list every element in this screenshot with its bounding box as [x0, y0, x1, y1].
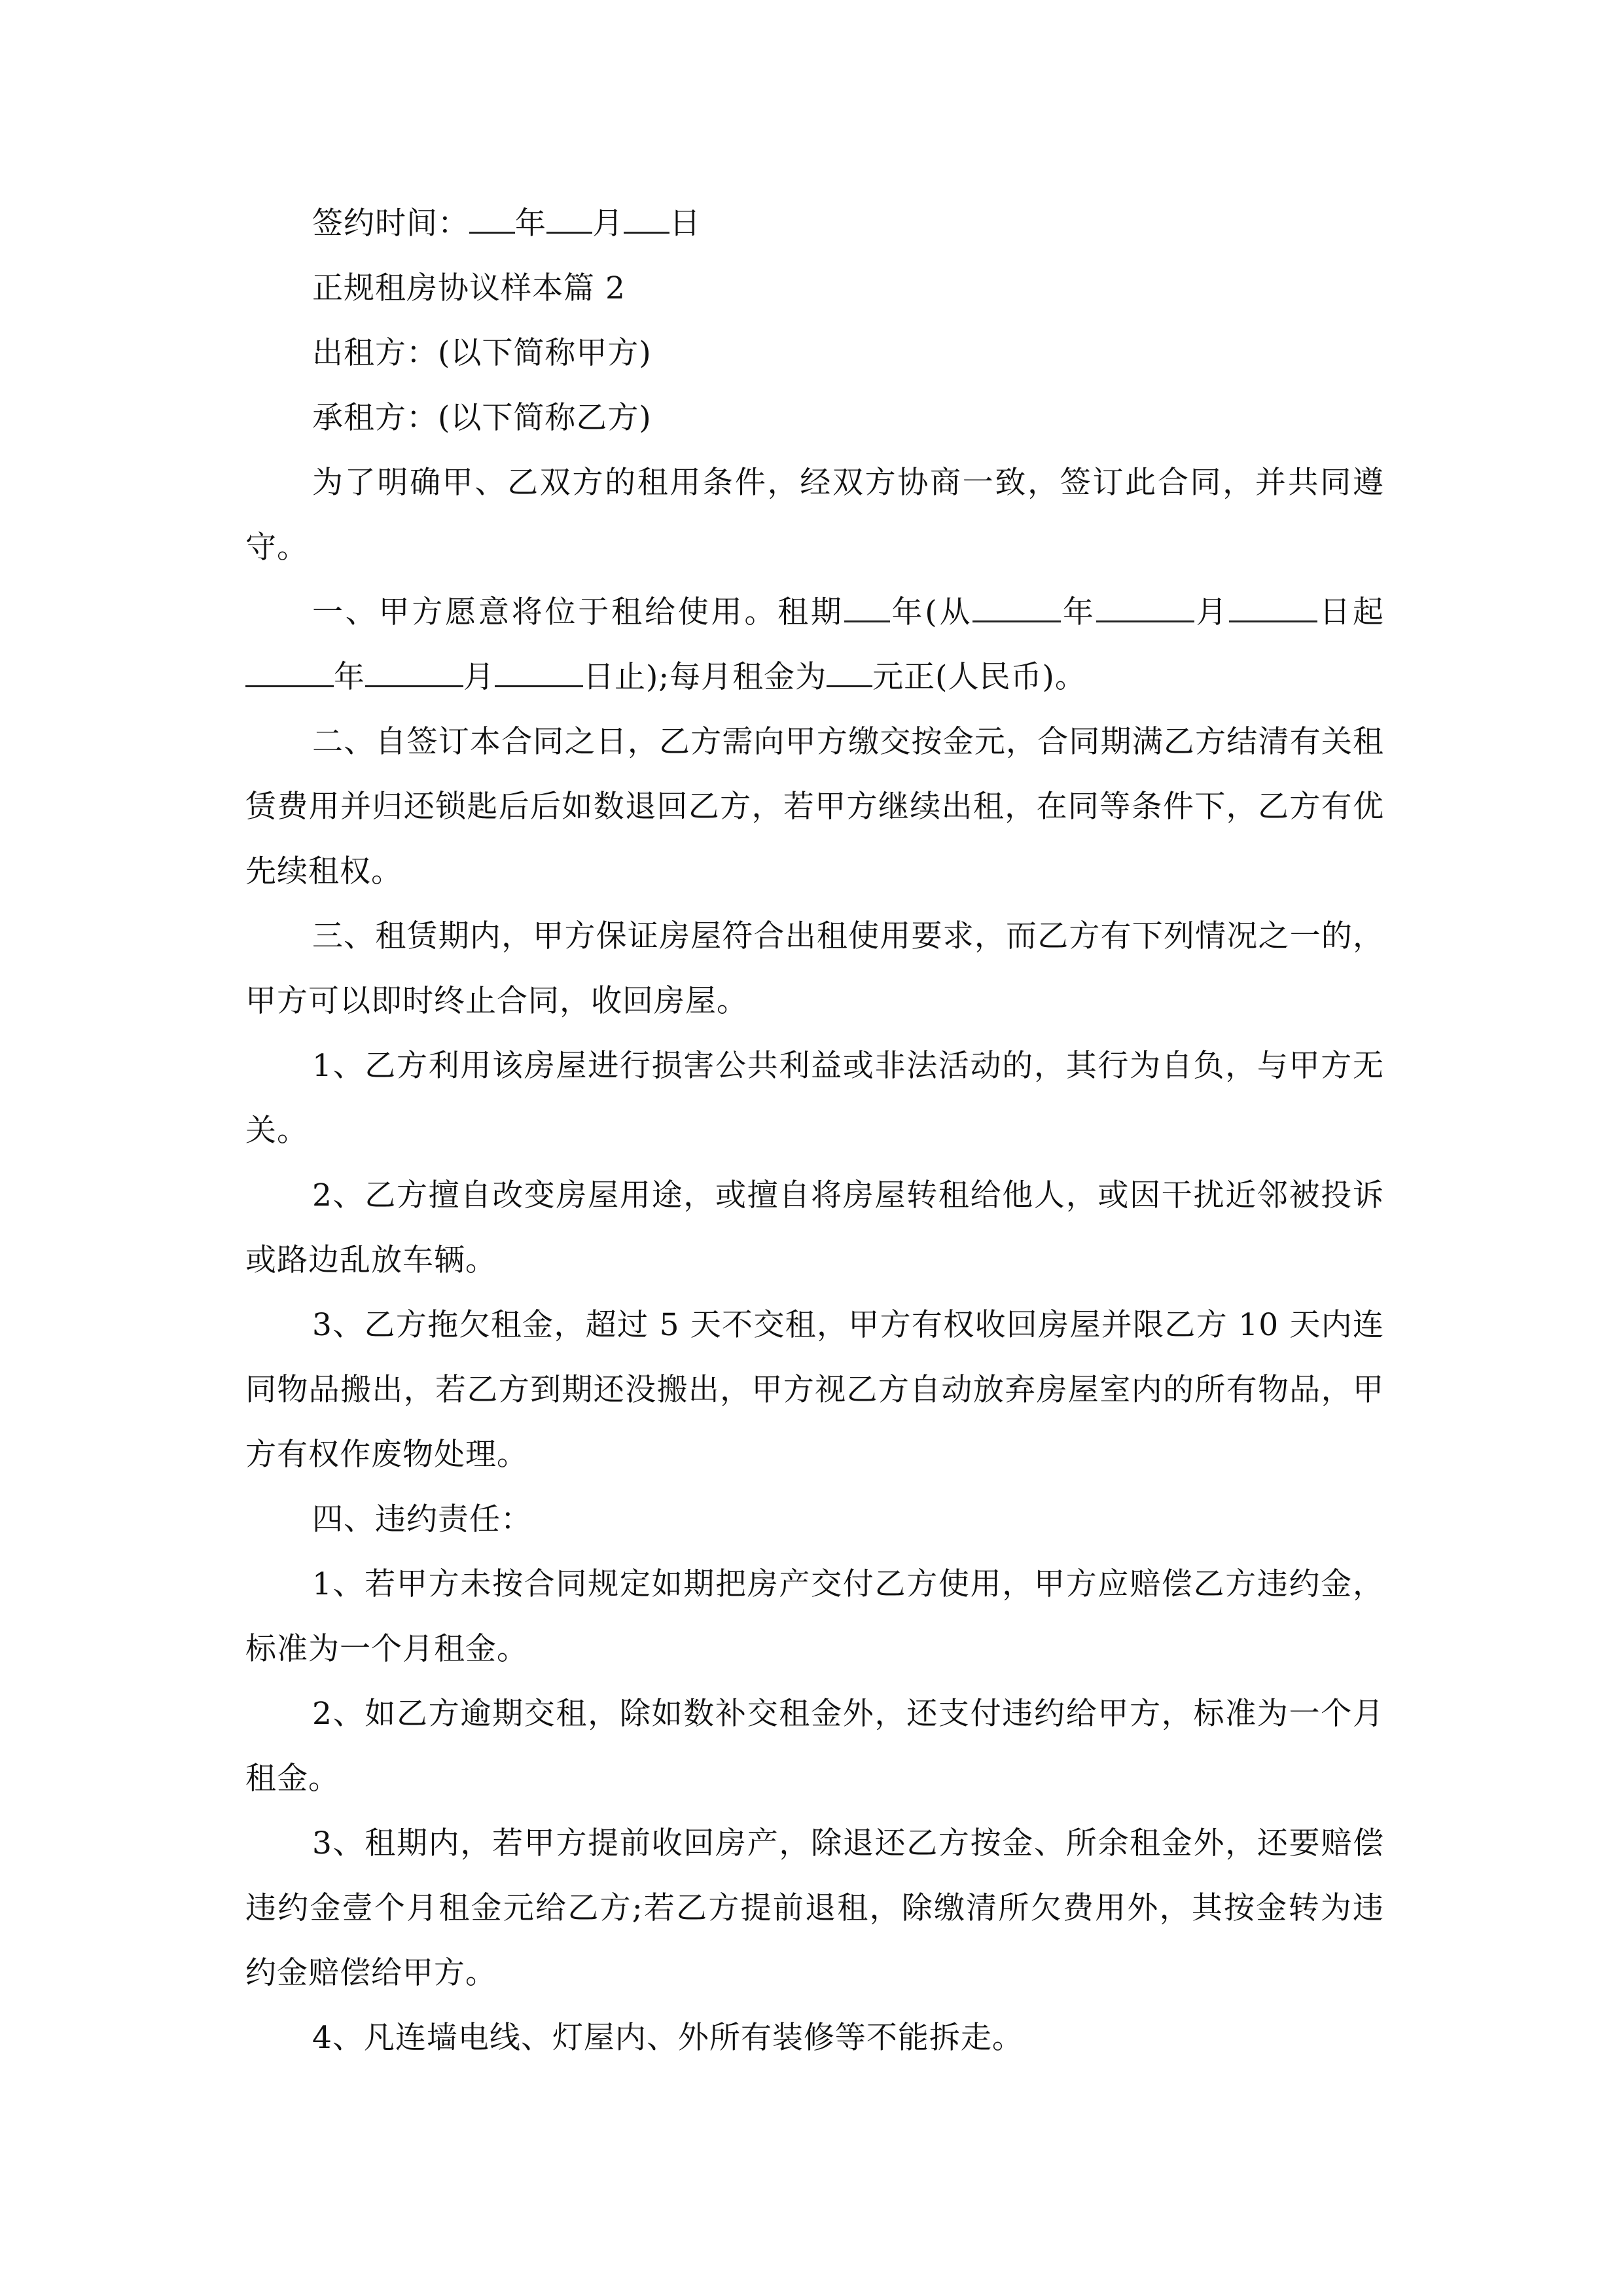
clause-1-text-d: 月: [1194, 594, 1230, 630]
blank-day: [624, 206, 669, 234]
blank-term: [844, 594, 890, 622]
clause-1: [245, 580, 1384, 709]
clause-4-item: 3、租期内，若甲方提前收回房产，除退还乙方按金、所余租金外，还要赔偿违约金壹个月租金元给乙方;若乙方提前退租，除缴清所欠费用外，其按金转为违约金赔偿给甲方。: [245, 1825, 1384, 1991]
clause-3-item: 3、乙方拖欠租金，超过 5 天不交租，甲方有权收回房屋并限乙方 10 天内连同物品搬出，若乙方到期还没搬出，甲方视乙方自动放弃房屋室内的所有物品，甲方有权作废物处理。: [245, 1307, 1384, 1473]
blank-end-day: [495, 659, 583, 687]
clause-2: 二、自签订本合同之日，乙方需向甲方缴交按金元，合同期满乙方结清有关租赁费用并归还锁匙后后如数退回乙方，若甲方继续出租，在同等条件下，乙方有优先续租权。: [245, 724, 1384, 889]
signing-date-line: [245, 191, 1384, 256]
lessor-line: 出租方：(以下简称甲方): [312, 335, 652, 371]
clause-3-item: 2、乙方擅自改变房屋用途，或擅自将房屋转租给他人，或因干扰近邻被投诉或路边乱放车辆。: [245, 1177, 1384, 1278]
signing-month: 月: [592, 206, 624, 242]
clause-4-item: 1、若甲方未按合同规定如期把房产交付乙方使用，甲方应赔偿乙方违约金，标准为一个月租金。: [245, 1566, 1384, 1667]
clause-1-text-a: 一、甲方愿意将位于租给使用。租期: [312, 594, 844, 630]
clause-4-item: 4、凡连墙电线、灯屋内、外所有装修等不能拆走。: [312, 2020, 1024, 2056]
signing-label: 签约时间：: [312, 206, 469, 242]
clause-3-item: 1、乙方利用该房屋进行损害公共利益或非法活动的，其行为自负，与甲方无关。: [245, 1048, 1384, 1149]
blank-start-day: [1229, 594, 1317, 622]
clause-1-text-g: 月: [463, 659, 495, 695]
document-body: [245, 191, 1384, 2070]
clause-1-text-f: 年: [334, 659, 365, 695]
clause-1-text-b: 年(从: [889, 594, 973, 630]
clause-1-text-c: 年: [1061, 594, 1096, 630]
clause-1-text-e: 日起: [1317, 594, 1385, 630]
signing-day: 日: [669, 206, 701, 242]
blank-year: [469, 206, 515, 234]
clause-3: 三、租赁期内，甲方保证房屋符合出租使用要求，而乙方有下列情况之一的，甲方可以即时终止合同，收回房屋。: [245, 918, 1384, 1019]
clause-4-heading: 四、违约责任：: [312, 1501, 532, 1537]
blank-rent: [827, 659, 872, 687]
clause-4-item: 2、如乙方逾期交租，除如数补交租金外，还支付违约给甲方，标准为一个月租金。: [245, 1696, 1384, 1797]
signing-year: 年: [515, 206, 546, 242]
clause-1-text-h: 日止);每月租金为: [583, 659, 827, 695]
clause-1-text-i: 元正(人民币)。: [872, 659, 1086, 695]
blank-month: [546, 206, 592, 234]
document-title: 正规租房协议样本篇 2: [312, 270, 626, 306]
intro-paragraph: 为了明确甲、乙双方的租用条件，经双方协商一致，签订此合同，并共同遵守。: [245, 465, 1384, 565]
blank-end-year: [245, 659, 334, 687]
lessee-line: 承租方：(以下简称乙方): [312, 400, 652, 436]
blank-start-year: [972, 594, 1061, 622]
blank-end-month: [365, 659, 463, 687]
blank-start-month: [1096, 594, 1194, 622]
